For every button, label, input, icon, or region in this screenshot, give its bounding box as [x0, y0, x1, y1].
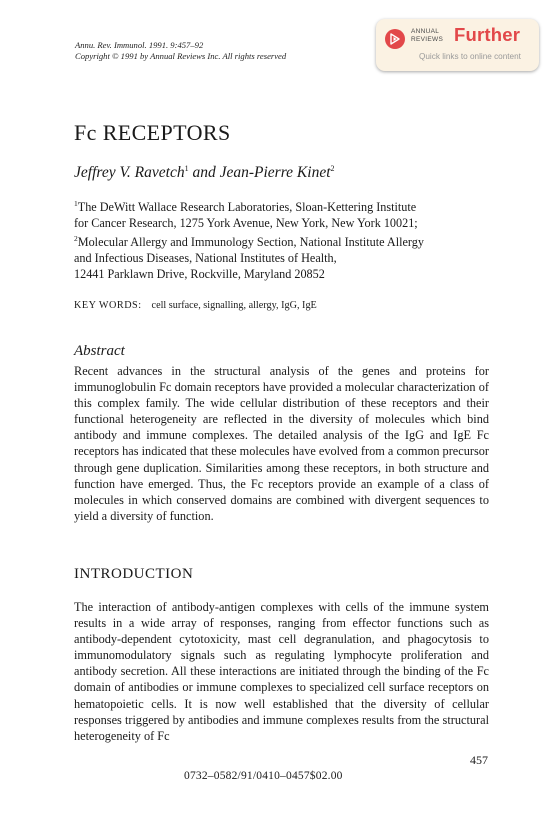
affiliation-line: and Infectious Diseases, National Institutes of Health,: [74, 251, 337, 266]
affiliation-line: for Cancer Research, 1275 York Avenue, New York, New York 10021;: [74, 216, 418, 231]
introduction-body: The interaction of antibody-antigen complexes with cells of the immune system results in a wide array of responses, ranging from effector functions such as antibody-dependent cytotoxicity, mast cell degranulation, and phagocytosis to immunomodulatory signals such as regulating lymphocyte proliferation and antibody secretion. All these interactions are initiated through the binding of the Fc domain of antibodies or immune complexes to specialized cell surface receptors on hematopoietic cells. It is now well established that the diversity of cellular responses triggered by antibodies and immune complexes results from the structural heterogeneity of Fc: [74, 600, 489, 743]
affiliation-mark: 1: [74, 199, 78, 208]
annual-reviews-wordmark: ANNUAL REVIEWS: [411, 28, 444, 43]
abstract-body: Recent advances in the structural analysis of the genes and proteins for immunoglobulin Fc domain receptors have provided a molecular characterization of this complex family. The wide cellular distribution of these receptors and their functional heterogeneity are reflected in the diversity of molecules which bind antibody and immune complexes. The detailed analysis of the IgG and IgE Fc receptors has indicated that these molecules have evolved from a common precursor through gene duplication. Similarities among these receptors, in both structure and function have emerged. Thus, the Fc receptors provide an example of a class of molecules in which conserved domains are combined with divergent sequences to yield a diversity of function.: [74, 364, 489, 523]
abstract-heading: Abstract: [74, 343, 125, 359]
affiliation-line: $^2$Molecular Allergy and Immunology Section, National Institute Allergy: [74, 234, 424, 250]
journal-citation: Annu. Rev. Immunol. 1991. 9:457–92: [75, 40, 204, 50]
keywords-line: [74, 300, 317, 311]
author-conjunction: and: [192, 164, 216, 182]
further-links-badge[interactable]: [376, 19, 539, 71]
further-label: Further: [454, 24, 521, 45]
affiliations: [74, 196, 489, 282]
paper-title: Fc RECEPTORS: [74, 120, 231, 145]
affiliation-mark: 1: [184, 164, 189, 173]
annual-reviews-logo-icon: [385, 29, 405, 49]
affiliation-mark: 2: [330, 164, 335, 173]
running-header: [75, 40, 286, 62]
affiliation-line: 12441 Parklawn Drive, Rockville, Maryland 20852: [74, 267, 325, 282]
author-name: Jeffrey V. Ravetch: [74, 164, 185, 182]
affiliation-line: $^1$The DeWitt Wallace Research Laboratories, Sloan-Kettering Institute: [74, 199, 417, 215]
page-number: 457: [470, 753, 488, 767]
author-name: Jean-Pierre Kinet: [219, 164, 331, 182]
article-code: 0732–0582/91/0410–0457$02.00: [184, 770, 343, 782]
keywords-label: KEY WORDS:: [74, 300, 142, 311]
introduction-heading: INTRODUCTION: [74, 566, 194, 582]
keywords-list: cell surface, signalling, allergy, IgG, IgE: [151, 300, 317, 311]
copyright-notice: Copyright © 1991 by Annual Reviews Inc. All rights reserved: [75, 51, 287, 61]
affiliation-mark: 2: [74, 234, 78, 244]
author-line: [74, 164, 335, 182]
further-sublabel: Quick links to online content: [419, 52, 521, 61]
